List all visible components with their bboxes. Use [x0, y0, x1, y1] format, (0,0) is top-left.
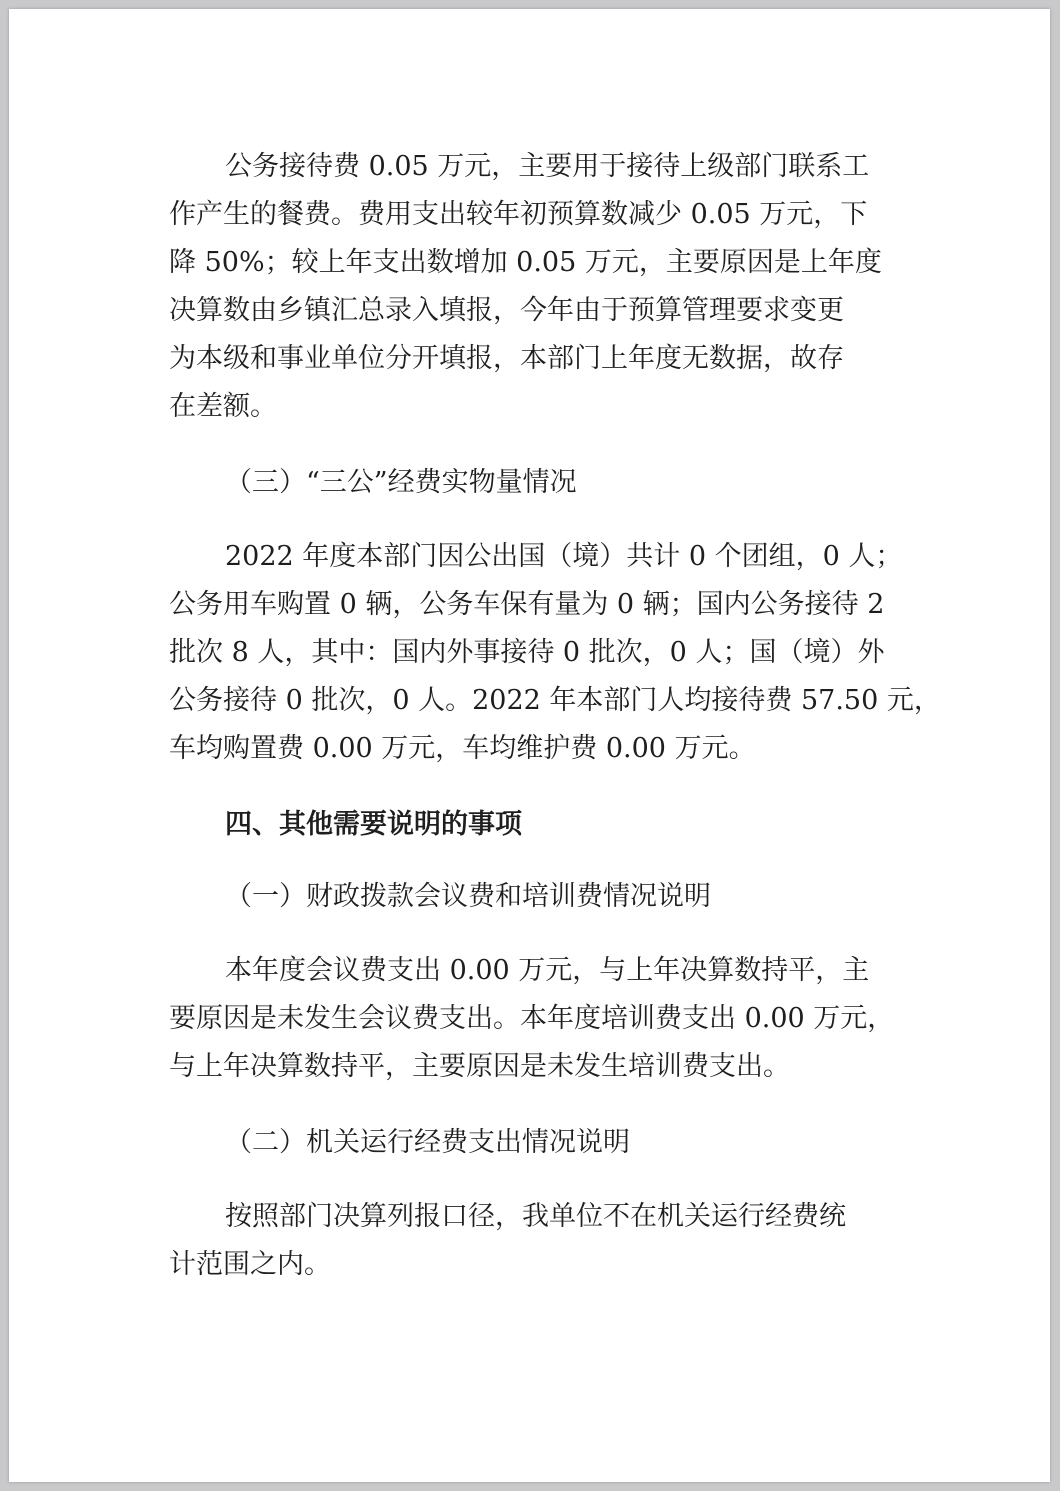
subheading-operating-expenses: （二）机关运行经费支出情况说明 — [225, 1127, 630, 1158]
text-line: 在差额。 — [169, 391, 277, 422]
text-line: 车均购置费 0.00 万元，车均维护费 0.00 万元。 — [169, 733, 756, 764]
document-page — [9, 9, 1050, 1482]
text-line: 批次 8 人，其中：国内外事接待 0 批次，0 人；国（境）外 — [169, 637, 885, 668]
text-line: 降 50%；较上年支出数增加 0.05 万元，主要原因是上年度 — [169, 247, 882, 278]
text-line: 计范围之内。 — [169, 1249, 331, 1280]
text-line: 公务接待费 0.05 万元，主要用于接待上级部门联系工 — [225, 151, 870, 182]
text-line: 公务接待 0 批次，0 人。2022 年本部门人均接待费 57.50 元， — [169, 685, 941, 716]
section-heading-other-matters: 四、其他需要说明的事项 — [225, 809, 522, 840]
subheading-three-public: （三）“三公”经费实物量情况 — [225, 467, 577, 498]
text-line: 要原因是未发生会议费支出。本年度培训费支出 0.00 万元， — [169, 1003, 895, 1034]
text-line: 作产生的餐费。费用支出较年初预算数减少 0.05 万元，下 — [169, 199, 868, 230]
text-line: 本年度会议费支出 0.00 万元，与上年决算数持平，主 — [225, 955, 870, 986]
text-line: 与上年决算数持平，主要原因是未发生培训费支出。 — [169, 1051, 790, 1082]
text-line: 按照部门决算列报口径，我单位不在机关运行经费统 — [225, 1201, 846, 1232]
text-line: 决算数由乡镇汇总录入填报，今年由于预算管理要求变更 — [169, 295, 844, 326]
subheading-meeting-training: （一）财政拨款会议费和培训费情况说明 — [225, 881, 711, 912]
text-line: 为本级和事业单位分开填报，本部门上年度无数据，故存 — [169, 343, 844, 374]
text-line: 2022 年度本部门因公出国（境）共计 0 个团组，0 人； — [225, 541, 903, 572]
text-line: 公务用车购置 0 辆，公务车保有量为 0 辆；国内公务接待 2 — [169, 589, 885, 620]
